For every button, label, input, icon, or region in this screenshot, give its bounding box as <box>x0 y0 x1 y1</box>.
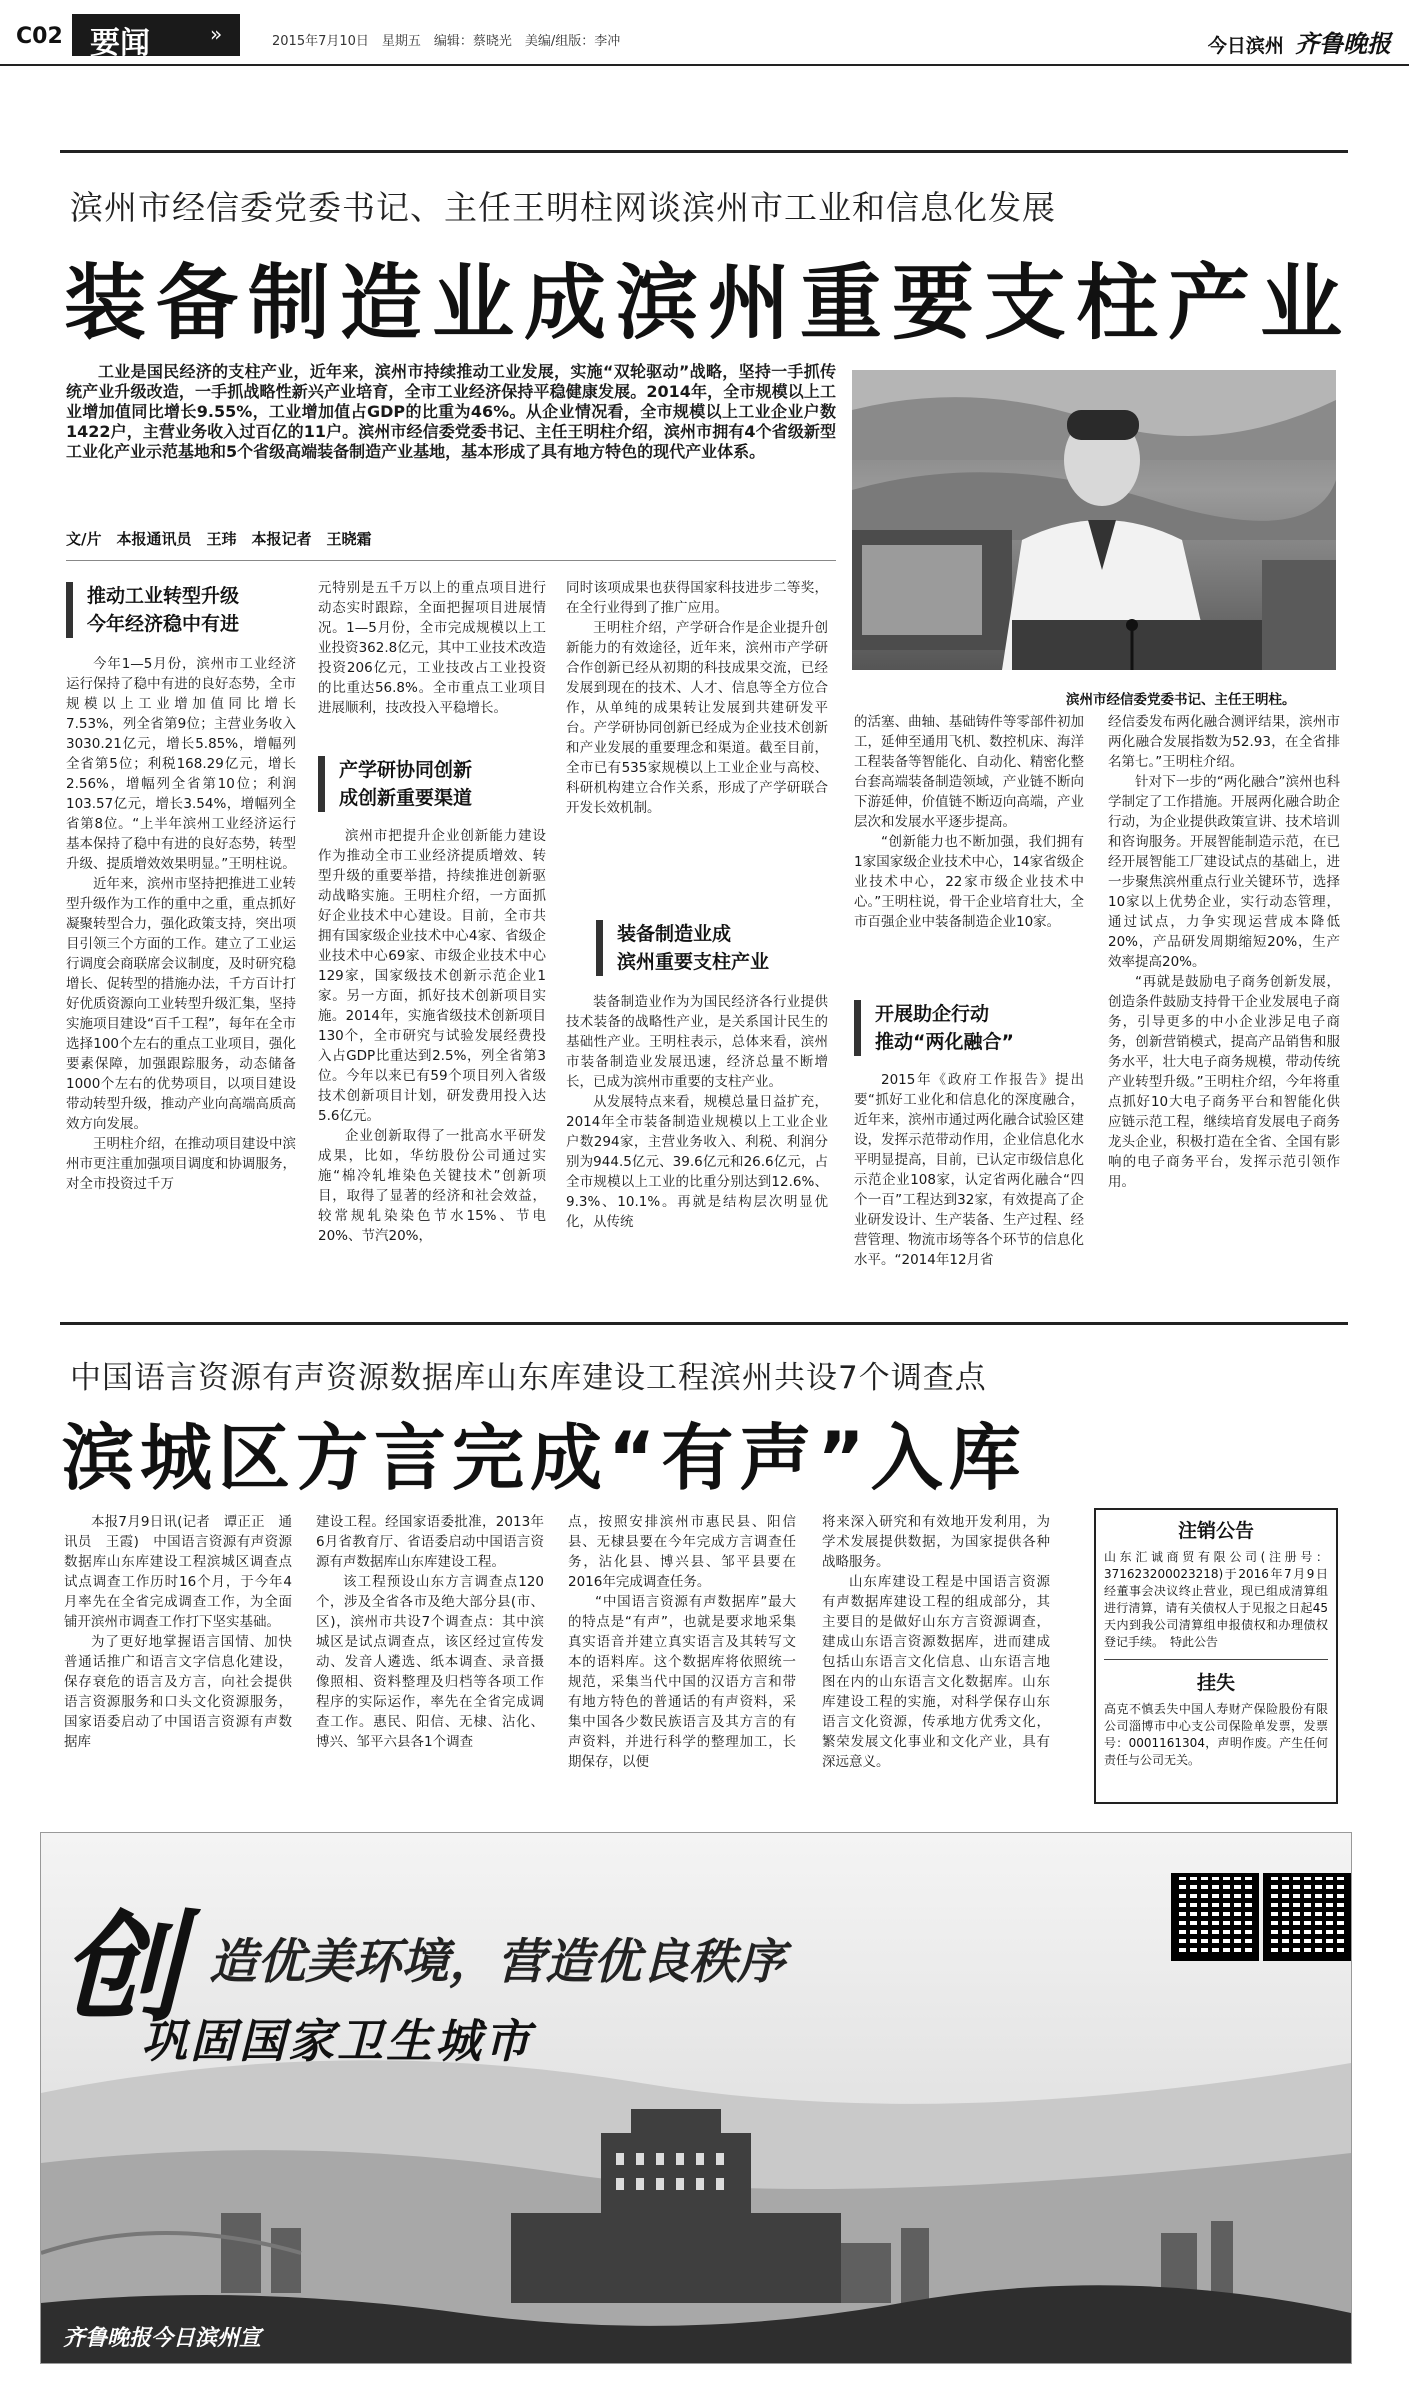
article1-col5 <box>1108 712 1340 1302</box>
article1-col2-p1: 元特别是五千万以上的重点项目进行动态实时跟踪，全面把握项目进展情况。1—5月份，全市完成规模以上工业投资362.8亿元，其中工业技术改造投资206亿元，工业技改占工业投资的比重达56.8%。全市重点工业项目进展顺利，技改投入平稳增长。 <box>318 580 546 716</box>
header-rule <box>0 64 1409 66</box>
interview-photo-svg <box>852 370 1336 670</box>
article2-col1-p1: 本报7月9日讯(记者 谭正正 通讯员 王霞) 中国语言资源有声资源数据库山东库建设工程滨城区调查点试点调查工作历时16个月，于今年4月率先在全省完成调查工作，为全面铺开滨州市调查工作打下坚实基础。 <box>64 1514 292 1630</box>
article1-col3-p2: 王明柱介绍，产学研合作是企业提升创新能力的有效途径，近年来，滨州市产学研合作创新已经从初期的科技成果交流，已经发展到现在的技术、人才、信息等全方位合作，从单纯的成果转让发展到共建研发平台。产学研协同创新已经成为企业技术创新和产业发展的重要理念和渠道。截至目前，全市已有535家规模以上工业企业与高校、科研机构建立合作关系，形成了产学研联合开发长效机制。 <box>566 620 828 816</box>
section-tab <box>72 14 240 61</box>
article1-col1-p2: 近年来，滨州市坚持把推进工业转型升级作为工作的重中之重，重点抓好凝聚转型合力，强化政策支持，突出项目引领三个方面的工作。建立了工业运行调度会商联席会议制度，及时研究稳增长、促转型的措施办法，千方百计打好优质资源向工业转型升级汇集，坚持实施项目建设“百千工程”，每年在全市选择100个左右的重点工业项目，强化要素保障，加强跟踪服务，动态储备1000个左右的优势项目，以项目建设带动转型升级，推动产业向高端高质高效方向发展。 <box>66 876 296 1132</box>
article1-col4-p3: 2015年《政府工作报告》提出要“抓好工业化和信息化的深度融合，近年来，滨州市通过两化融合试验区建设，发挥示范带动作用，企业信息化水平明显提高，目前，已认定市级信息化示范企业108家，认定省两化融合“四个一百”工程达到32家，有效提高了企业研发设计、生产装备、生产过程、经营管理、物流市场等各个环节的信息化水平。“2014年12月省 <box>854 1072 1084 1268</box>
article1-col2 <box>318 578 546 750</box>
article2-top-rule <box>60 1322 1348 1325</box>
article1-col5-p1: 经信委发布两化融合测评结果，滨州市两化融合发展指数为52.93，在全省排名第七。”王明柱介绍。 <box>1108 714 1340 770</box>
article2-col3 <box>568 1512 796 1802</box>
article1-col3-p1: 同时该项成果也获得国家科技进步二等奖，在全行业得到了推广应用。 <box>566 580 828 616</box>
article1-col5-p2: 针对下一步的“两化融合”滨州也科学制定了工作措施。开展两化融合助企行动，为企业提供政策宣讲、技术培训和咨询服务。开展智能制造示范，在已经开展智能工厂建设试点的基础上，进一步聚焦滨州重点行业关键环节，选择10家以上优势企业，实行动态管理，通过试点，力争实现运营成本降低20%，产品研发周期缩短20%，生产效率提高20%。 <box>1108 774 1340 970</box>
article2-kicker: 中国语言资源有声资源数据库山东库建设工程滨州共设7个调查点 <box>70 1360 987 1396</box>
article2-col4-p2: 山东库建设工程是中国语言资源有声数据库建设工程的组成部分，其主要目的是做好山东方言资源调查，建成山东语言资源数据库，进而建成包括山东语言文化信息、山东语言地图在内的山东语言文化数据库。山东库建设工程的实施，对科学保存山东语言文化资源，传承地方优秀文化，繁荣发展文化事业和文化产业，具有深远意义。 <box>822 1574 1050 1770</box>
notice-divider <box>1104 1659 1328 1660</box>
subhead-innovation <box>318 756 553 812</box>
page-number: C02 <box>16 24 63 49</box>
banner-art <box>41 1833 1351 2363</box>
subhead-two-integration-line2: 推动“两化融合” <box>875 1031 1014 1053</box>
photo-caption: 滨州市经信委党委书记、主任王明柱。 <box>1066 692 1296 708</box>
subhead-equipment-line2: 滨州重要支柱产业 <box>617 951 770 973</box>
article1-title: 装备制造业成滨州重要支柱产业 <box>64 256 1353 351</box>
article2-col4-p1: 将来深入研究和有效地开发利用，为学术发展提供数据，为国家提供各种战略服务。 <box>822 1514 1050 1570</box>
article1-col3-p4: 从发展特点来看，规模总量日益扩充，2014年全市装备制造业规模以上工业企业户数294家，主营业务收入、利税、利润分别为944.5亿元、39.6亿元和26.6亿元，占全市规模以上工业的比重分别达到12.6%、9.3%、10.1%。再就是结构层次明显优化，从传统 <box>566 1094 828 1230</box>
article2-col4 <box>822 1512 1050 1802</box>
article1-col4-p2: “创新能力也不断加强，我们拥有1家国家级企业技术中心，14家省级企业技术中心，22家市级企业技术中心。”王明柱说，骨干企业培育壮大，全市百强企业中装备制造企业10家。 <box>854 834 1084 930</box>
article2-col3-p2: “中国语言资源有声数据库”最大的特点是“有声”，也就是要求地采集真实语音并建立真实语言及其转写文本的语料库。这个数据库将依照统一规范，采集当代中国的汉语方言和带有地方特色的普通话的有声资料，采集中国各少数民族语言及其方言的有声资料，并进行科学的整理加工，长期保存，以便 <box>568 1594 796 1770</box>
civic-banner <box>40 1832 1352 2364</box>
brand-left: 今日滨州 <box>1207 35 1284 57</box>
article1-col1-p1: 今年1—5月份，滨州市工业经济运行保持了稳中有进的良好态势，全市规模以上工业增加值同比增长7.53%，列全省第9位；主营业务收入3030.21亿元，增长5.85%，增幅列全省第5位；利税168.29亿元，增长2.56%，增幅列全省第10位；利润103.57亿元，增长3.54%，增幅列全省第8位。“上半年滨州工业经济运行基本保持了稳中有进的良好态势，转型升级、提质增效效果明显。”王明柱说。 <box>66 656 296 872</box>
banner-line1: 造优美环境，营造优良秩序 <box>209 1934 786 1990</box>
article2-col3-p1: 点，按照安排滨州市惠民县、阳信县、无棣县要在今年完成方言调查任务，沾化县、博兴县、邹平县要在2016年完成调查任务。 <box>568 1514 796 1590</box>
article1-col4 <box>854 712 1084 992</box>
article2-col2-p1: 建设工程。经国家语委批准，2013年6月省教育厅、省语委启动中国语言资源有声数据库山东库建设工程。 <box>316 1514 544 1570</box>
issue-meta: 2015年7月10日 星期五 编辑：蔡晓光 美编/组版：李冲 <box>272 34 621 49</box>
article1-byline: 文/片 本报通讯员 王玮 本报记者 王晓霜 <box>66 530 372 548</box>
article1-col3b <box>566 992 828 1302</box>
section-arrows: » <box>210 22 223 46</box>
subhead-two-integration-line1: 开展助企行动 <box>875 1003 990 1025</box>
article1-col5-p3: “再就是鼓励电子商务创新发展，创造条件鼓励支持骨干企业发展电子商务，引导更多的中小企业涉足电子商务，创新营销模式，提高产品销售和服务水平，壮大电子商务规模，带动传统产业转型升级。”王明柱介绍，今年将重点抓好10大电子商务平台和智能化供应链示范工程，继续培育发展电子商务龙头企业，积极打造在全省、全国有影响的电子商务平台，发挥示范引领作用。 <box>1108 974 1340 1190</box>
subhead-equipment-line1: 装备制造业成 <box>617 923 732 945</box>
article1-kicker: 滨州市经信委党委书记、主任王明柱网谈滨州市工业和信息化发展 <box>70 188 1056 227</box>
article2-col2-p2: 该工程预设山东方言调查点120个，涉及全省各市及绝大部分县(市、区)，滨州市共设7个调查点：其中滨城区是试点调查点，该区经过宣传发动、发音人遴选、纸本调查、录音摄像照相、资料整理及归档等各项工作程序的实际运作，率先在全省完成调查工作。惠民、阳信、无棣、沾化、博兴、邹平六县各1个调查 <box>316 1574 544 1750</box>
article1-col3-p3: 装备制造业作为为国民经济各行业提供技术装备的战略性产业，是关系国计民生的基础性产业。王明柱表示，总体来看，滨州市装备制造业发展迅速，经济总量不断增长，已成为滨州市重要的支柱产业。 <box>566 994 828 1090</box>
article1-col2-p2: 滨州市把提升企业创新能力建设作为推动全市工业经济提质增效、转型升级的重要举措，持续推进创新驱动战略实施。王明柱介绍，一方面抓好企业技术中心建设。目前，全市共拥有国家级企业技术中心4家、省级企业技术中心69家、市级企业技术中心129家，国家级技术创新示范企业1家。另一方面，抓好技术创新项目实施。2014年，实施省级技术创新项目130个，全市研究与试验发展经费投入占GDP比重达到2.5%，列全省第3位。今年以来已有59个项目列入省级技术创新项目计划，研发费用投入达5.6亿元。 <box>318 828 546 1124</box>
article1-col4b <box>854 1070 1084 1302</box>
subhead-equipment <box>596 920 817 976</box>
article1-lead-text: 工业是国民经济的支柱产业，近年来，滨州市持续推动工业发展，实施“双轮驱动”战略，坚持一手抓传统产业升级改造，一手抓战略性新兴产业培育，全市工业经济保持平稳健康发展。2014年，全市规模以上工业增加值同比增长9.55%，工业增加值占GDP的比重为46%。从企业情况看，全市规模以上工业企业户数1422户，主营业务收入过百亿的11户。滨州市经信委党委书记、主任王明柱介绍，滨州市拥有4个省级新型工业化产业示范基地和5个省级高端装备制造产业基地，基本形成了具有地方特色的现代产业体系。 <box>66 362 836 461</box>
qr-code-2 <box>1263 1873 1351 1961</box>
brand-logo: 齐鲁晚报 <box>1295 29 1391 58</box>
subhead-innovation-line1: 产学研协同创新 <box>339 759 473 781</box>
article2-col2 <box>316 1512 544 1802</box>
article1-col4-p1: 的活塞、曲轴、基础铸件等零部件初加工，延伸至通用飞机、数控机床、海洋工程装备等智能化、自动化、精密化整台套高端装备制造领域，产业链不断向下游延伸，价值链不断迈向高端，产业层次和发展水平逐步提高。 <box>854 714 1084 830</box>
banner-chuang-glyph: 创 <box>61 1898 181 2039</box>
banner-line2: 巩固国家卫生城市 <box>141 2014 533 2068</box>
cancel-notice-title: 注销公告 <box>1177 1520 1254 1542</box>
cancel-notice-body: 山东汇诚商贸有限公司(注册号：371623200023218)于2016年7月9日经董事会决议终止营业，现已组成清算组进行清算，请有关债权人于见报之日起45天内到我公司清算组申报债权和办理债权登记手续。 特此公告 <box>1104 1550 1328 1649</box>
qr-code-1 <box>1171 1873 1259 1961</box>
article1-col2-p3: 企业创新取得了一批高水平研发成果，比如，华纺股份公司通过实施“棉冷轧堆染色关键技术”创新项目，取得了显著的经济和社会效益，较常规轧染染色节水15%、节电20%、节汽20%， <box>318 1128 546 1244</box>
subhead-transformation-line2: 今年经济稳中有进 <box>87 613 240 635</box>
article1-col2b <box>318 826 546 1302</box>
article1-top-rule <box>60 150 1348 153</box>
notices-box <box>1094 1508 1338 1804</box>
article1-lead <box>66 362 836 512</box>
lost-notice-title: 挂失 <box>1196 1672 1235 1694</box>
subhead-two-integration <box>854 1000 1075 1056</box>
article1-col3 <box>566 578 828 910</box>
subhead-innovation-line2: 成创新重要渠道 <box>339 787 473 809</box>
article2-title: 滨城区方言完成“有声”入库 <box>62 1416 1027 1500</box>
brand <box>1208 24 1391 59</box>
article2-col1 <box>64 1512 292 1802</box>
subhead-transformation-line1: 推动工业转型升级 <box>87 585 240 607</box>
interview-photo <box>852 370 1336 670</box>
article1-col1-p3: 王明柱介绍，在推动项目建设中滨州市更注重加强项目调度和协调服务，对全市投资过千万 <box>66 1136 296 1192</box>
byline-rule <box>66 560 836 561</box>
banner-footer: 齐鲁晚报今日滨州宣 <box>63 2326 262 2351</box>
article2-col1-p2: 为了更好地掌握语言国情、加快普通话推广和语言文字信息化建设，保存衰危的语言及方言，向社会提供语言资源服务和口头文化资源服务，国家语委启动了中国语言资源有声数据库 <box>64 1634 292 1750</box>
lost-notice-body: 高克不慎丢失中国人寿财产保险股份有限公司淄博市中心支公司保险单发票，发票号：0001161304，声明作废。产生任何责任与公司无关。 <box>1104 1702 1328 1767</box>
article1-col1 <box>66 654 296 1302</box>
section-label: 要闻 <box>90 26 150 61</box>
subhead-transformation <box>66 582 317 638</box>
